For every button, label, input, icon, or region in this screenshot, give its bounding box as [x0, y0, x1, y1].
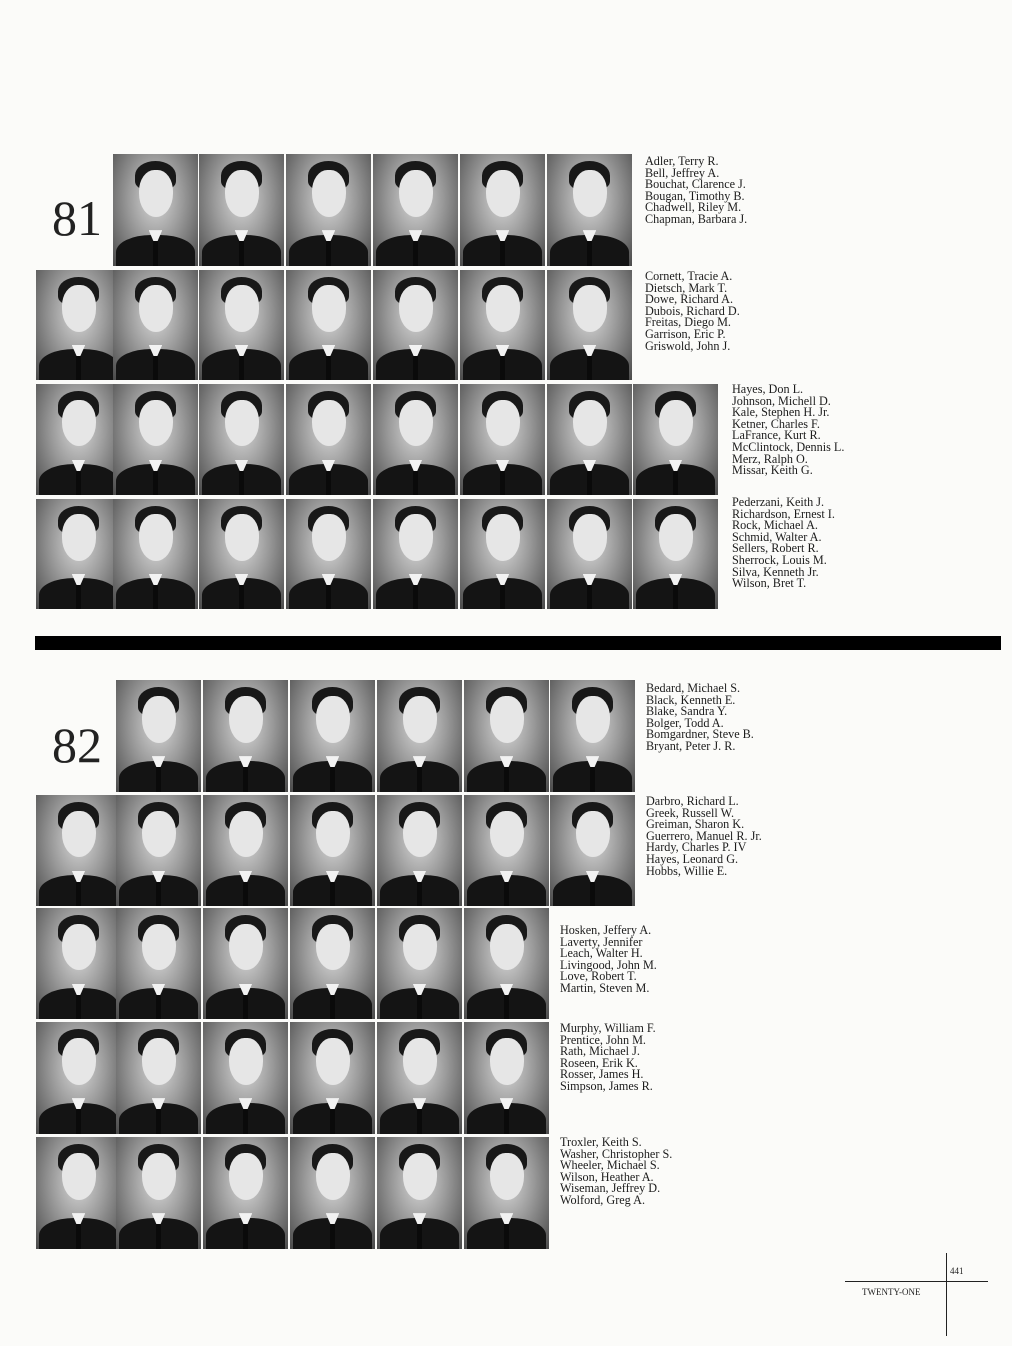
portrait-tie — [76, 585, 80, 609]
portrait-face — [659, 400, 693, 447]
portrait-photo — [373, 384, 458, 495]
portrait-photo — [203, 908, 288, 1019]
portrait-face — [399, 514, 433, 560]
student-name: Simpson, James R. — [560, 1078, 653, 1093]
student-name: Sellers, Robert R. — [732, 541, 819, 556]
student-name: Wheeler, Michael S. — [560, 1158, 660, 1173]
name-list — [645, 156, 747, 226]
portrait-face — [573, 170, 607, 217]
portrait-tie — [243, 1224, 247, 1249]
portrait-photo — [203, 1022, 288, 1134]
portrait-face — [139, 400, 173, 447]
portrait-face — [229, 696, 263, 743]
portrait-tie — [590, 767, 594, 792]
portrait-tie — [153, 585, 157, 609]
portrait-tie — [504, 767, 508, 792]
portrait-face — [225, 170, 259, 217]
student-name: Merz, Ralph O. — [732, 451, 808, 466]
portrait-tie — [330, 767, 334, 792]
student-name: Hosken, Jeffery A. — [560, 923, 652, 937]
name-list — [560, 925, 657, 995]
portrait-tie — [243, 882, 247, 906]
student-name: Wilson, Bret T. — [732, 576, 807, 591]
portrait-photo — [290, 680, 375, 792]
portrait-photo — [550, 680, 635, 792]
portrait-tie — [587, 356, 591, 380]
name-list — [646, 683, 754, 753]
portrait-photo — [547, 154, 632, 266]
portrait-tie — [417, 995, 421, 1019]
portrait-face — [316, 1038, 350, 1085]
portrait-face — [486, 285, 520, 331]
portrait-face — [486, 514, 520, 560]
portrait-face — [139, 170, 173, 217]
student-name: Bouchat, Clarence J. — [645, 177, 746, 192]
name-list — [646, 796, 762, 877]
student-name: Wolford, Greg A. — [560, 1192, 645, 1207]
portrait-face — [403, 696, 437, 743]
portrait-photo — [464, 680, 549, 792]
portrait-face — [403, 1153, 437, 1200]
portrait-tie — [500, 471, 504, 495]
portrait-face — [486, 170, 520, 217]
portrait-tie — [504, 1224, 508, 1249]
student-name: Hobbs, Willie E. — [646, 863, 728, 878]
portrait-tie — [417, 767, 421, 792]
portrait-face — [399, 285, 433, 331]
portrait-face — [142, 1038, 176, 1085]
portrait-tie — [76, 1224, 80, 1249]
portrait-photo — [460, 154, 545, 266]
name-list — [560, 1137, 672, 1207]
portrait-tie — [330, 1224, 334, 1249]
portrait-photo — [373, 154, 458, 266]
portrait-tie — [413, 241, 417, 266]
student-name: Livingood, John M. — [560, 957, 657, 972]
portrait-face — [62, 514, 96, 560]
portrait-face — [312, 285, 346, 331]
portrait-photo — [464, 795, 549, 906]
portrait-photo — [377, 795, 462, 906]
portrait-tie — [413, 471, 417, 495]
student-name: Freitas, Diego M. — [645, 315, 731, 330]
portrait-face — [316, 924, 350, 971]
portrait-photo — [550, 795, 635, 906]
name-list — [732, 384, 844, 477]
portrait-tie — [590, 882, 594, 906]
portrait-photo — [116, 795, 201, 906]
portrait-face — [229, 924, 263, 971]
portrait-face — [573, 514, 607, 560]
student-name: Greek, Russell W. — [646, 805, 735, 820]
name-list — [645, 271, 740, 352]
portrait-face — [490, 924, 524, 971]
portrait-tie — [76, 882, 80, 906]
portrait-face — [312, 400, 346, 447]
portrait-face — [142, 1153, 176, 1200]
portrait-tie — [330, 995, 334, 1019]
portrait-tie — [417, 1109, 421, 1134]
student-name: Ketner, Charles F. — [732, 416, 820, 431]
student-name: Bolger, Todd A. — [646, 715, 724, 730]
section-number: 81 — [52, 190, 102, 246]
portrait-photo — [377, 1022, 462, 1134]
portrait-photo — [290, 1022, 375, 1134]
folio-rule-vertical — [946, 1253, 947, 1336]
student-name: Schmid, Walter A. — [732, 529, 822, 544]
student-name: Bryant, Peter J. R. — [646, 738, 736, 753]
portrait-photo — [199, 499, 284, 609]
portrait-face — [573, 285, 607, 331]
student-name: Adler, Terry R. — [645, 154, 719, 168]
portrait-photo — [377, 680, 462, 792]
portrait-photo — [113, 270, 198, 380]
portrait-photo — [286, 154, 371, 266]
student-name: Bell, Jeffrey A. — [645, 165, 720, 180]
portrait-face — [403, 1038, 437, 1085]
portrait-face — [316, 696, 350, 743]
student-name: Richardson, Ernest I. — [732, 506, 835, 521]
portrait-face — [142, 811, 176, 858]
student-name: Cornett, Tracie A. — [645, 269, 733, 283]
portrait-face — [490, 811, 524, 858]
portrait-tie — [504, 1109, 508, 1134]
portrait-face — [62, 1153, 96, 1200]
portrait-tie — [76, 356, 80, 380]
portrait-tie — [243, 995, 247, 1019]
portrait-tie — [587, 241, 591, 266]
portrait-face — [316, 811, 350, 858]
portrait-photo — [633, 384, 718, 495]
portrait-face — [576, 811, 610, 858]
portrait-face — [403, 924, 437, 971]
section-divider-bar — [35, 636, 1001, 650]
student-name: Dietsch, Mark T. — [645, 280, 728, 295]
student-name: Dowe, Richard A. — [645, 292, 734, 307]
portrait-photo — [113, 384, 198, 495]
student-name: Hayes, Don L. — [732, 382, 804, 396]
student-name: Rath, Michael J. — [560, 1044, 640, 1059]
student-name: Black, Kenneth E. — [646, 692, 736, 707]
portrait-tie — [156, 1224, 160, 1249]
portrait-tie — [153, 471, 157, 495]
portrait-photo — [203, 795, 288, 906]
portrait-photo — [290, 1137, 375, 1249]
student-name: Murphy, William F. — [560, 1021, 656, 1035]
portrait-tie — [156, 882, 160, 906]
portrait-tie — [673, 471, 677, 495]
portrait-tie — [417, 1224, 421, 1249]
portrait-photo — [36, 1137, 121, 1249]
portrait-photo — [464, 1137, 549, 1249]
student-name: Sherrock, Louis M. — [732, 552, 827, 567]
portrait-photo — [464, 908, 549, 1019]
portrait-tie — [156, 995, 160, 1019]
portrait-photo — [116, 680, 201, 792]
student-name: Darbro, Richard L. — [646, 794, 739, 808]
portrait-tie — [587, 471, 591, 495]
student-name: Blake, Sandra Y. — [646, 704, 728, 719]
portrait-photo — [199, 270, 284, 380]
name-list — [732, 497, 835, 590]
student-name: Troxler, Keith S. — [560, 1135, 642, 1149]
portrait-face — [142, 696, 176, 743]
portrait-face — [62, 400, 96, 447]
portrait-face — [62, 924, 96, 971]
portrait-photo — [373, 270, 458, 380]
student-name: Bomgardner, Steve B. — [646, 727, 754, 742]
portrait-photo — [36, 384, 121, 495]
portrait-photo — [464, 1022, 549, 1134]
portrait-photo — [286, 384, 371, 495]
portrait-face — [490, 1153, 524, 1200]
portrait-photo — [113, 499, 198, 609]
portrait-tie — [500, 356, 504, 380]
section-label: TWENTY-ONE — [862, 1287, 921, 1297]
portrait-tie — [500, 241, 504, 266]
portrait-tie — [587, 585, 591, 609]
portrait-tie — [239, 471, 243, 495]
portrait-face — [225, 285, 259, 331]
student-name: Roseen, Erik K. — [560, 1055, 638, 1070]
portrait-photo — [373, 499, 458, 609]
student-name: Greiman, Sharon K. — [646, 817, 745, 832]
portrait-face — [486, 400, 520, 447]
student-name: Wiseman, Jeffrey D. — [560, 1181, 661, 1196]
portrait-tie — [156, 767, 160, 792]
student-name: Wilson, Heather A. — [560, 1169, 654, 1184]
portrait-photo — [460, 384, 545, 495]
portrait-photo — [199, 384, 284, 495]
student-name: Laverty, Jennifer — [560, 934, 643, 949]
student-name: LaFrance, Kurt R. — [732, 428, 821, 443]
portrait-photo — [290, 908, 375, 1019]
student-name: Bougan, Timothy B. — [645, 188, 745, 203]
portrait-tie — [243, 767, 247, 792]
portrait-tie — [417, 882, 421, 906]
student-name: McClintock, Dennis L. — [732, 439, 845, 454]
portrait-photo — [547, 384, 632, 495]
portrait-tie — [500, 585, 504, 609]
portrait-photo — [460, 499, 545, 609]
portrait-photo — [116, 908, 201, 1019]
portrait-face — [62, 285, 96, 331]
portrait-tie — [239, 585, 243, 609]
portrait-tie — [326, 585, 330, 609]
portrait-face — [225, 400, 259, 447]
portrait-photo — [36, 499, 121, 609]
student-name: Guerrero, Manuel R. Jr. — [646, 828, 762, 843]
name-list — [560, 1023, 656, 1093]
portrait-tie — [673, 585, 677, 609]
student-name: Love, Robert T. — [560, 969, 637, 984]
section-number: 82 — [52, 717, 102, 773]
portrait-face — [573, 400, 607, 447]
portrait-photo — [460, 270, 545, 380]
portrait-photo — [36, 1022, 121, 1134]
folio-rule-horizontal — [845, 1281, 988, 1282]
portrait-tie — [243, 1109, 247, 1134]
portrait-photo — [116, 1022, 201, 1134]
portrait-face — [139, 514, 173, 560]
portrait-face — [229, 811, 263, 858]
portrait-tie — [153, 241, 157, 266]
portrait-photo — [36, 795, 121, 906]
portrait-face — [225, 514, 259, 560]
student-name: Dubois, Richard D. — [645, 303, 740, 318]
student-name: Johnson, Michell D. — [732, 393, 831, 408]
portrait-tie — [153, 356, 157, 380]
portrait-face — [142, 924, 176, 971]
student-name: Chapman, Barbara J. — [645, 211, 748, 226]
portrait-tie — [156, 1109, 160, 1134]
student-name: Bedard, Michael S. — [646, 681, 741, 695]
student-name: Washer, Christopher S. — [560, 1146, 673, 1161]
portrait-tie — [239, 356, 243, 380]
student-name: Hardy, Charles P. IV — [646, 840, 747, 855]
portrait-face — [229, 1153, 263, 1200]
student-name: Chadwell, Riley M. — [645, 200, 742, 215]
portrait-face — [490, 696, 524, 743]
portrait-photo — [36, 908, 121, 1019]
portrait-face — [659, 514, 693, 560]
portrait-face — [229, 1038, 263, 1085]
student-name: Pederzani, Keith J. — [732, 495, 825, 509]
portrait-face — [139, 285, 173, 331]
student-name: Silva, Kenneth Jr. — [732, 564, 819, 579]
portrait-tie — [239, 241, 243, 266]
portrait-tie — [504, 995, 508, 1019]
student-name: Griswold, John J. — [645, 338, 731, 353]
portrait-face — [490, 1038, 524, 1085]
portrait-tie — [326, 241, 330, 266]
student-name: Rock, Michael A. — [732, 518, 818, 533]
portrait-face — [576, 696, 610, 743]
portrait-photo — [377, 1137, 462, 1249]
student-name: Rosser, James H. — [560, 1067, 644, 1082]
portrait-face — [312, 170, 346, 217]
portrait-face — [62, 811, 96, 858]
portrait-face — [399, 170, 433, 217]
portrait-tie — [76, 471, 80, 495]
page-number: 441 — [950, 1266, 964, 1276]
portrait-face — [312, 514, 346, 560]
portrait-photo — [290, 795, 375, 906]
portrait-tie — [330, 882, 334, 906]
student-name: Missar, Keith G. — [732, 463, 813, 478]
portrait-tie — [326, 471, 330, 495]
portrait-photo — [203, 1137, 288, 1249]
portrait-tie — [76, 995, 80, 1019]
student-name: Kale, Stephen H. Jr. — [732, 405, 830, 420]
portrait-photo — [199, 154, 284, 266]
portrait-tie — [504, 882, 508, 906]
portrait-tie — [413, 585, 417, 609]
student-name: Prentice, John M. — [560, 1032, 646, 1047]
student-name: Leach, Walter H. — [560, 946, 643, 961]
portrait-photo — [286, 499, 371, 609]
portrait-tie — [76, 1109, 80, 1134]
student-name: Hayes, Leonard G. — [646, 851, 739, 866]
portrait-tie — [330, 1109, 334, 1134]
portrait-photo — [377, 908, 462, 1019]
student-name: Martin, Steven M. — [560, 980, 650, 995]
portrait-photo — [203, 680, 288, 792]
portrait-photo — [547, 270, 632, 380]
portrait-photo — [547, 499, 632, 609]
student-name: Garrison, Eric P. — [645, 326, 726, 341]
portrait-photo — [36, 270, 121, 380]
portrait-tie — [413, 356, 417, 380]
portrait-tie — [326, 356, 330, 380]
portrait-photo — [286, 270, 371, 380]
portrait-face — [399, 400, 433, 447]
portrait-face — [316, 1153, 350, 1200]
portrait-face — [403, 811, 437, 858]
portrait-photo — [113, 154, 198, 266]
portrait-face — [62, 1038, 96, 1085]
portrait-photo — [633, 499, 718, 609]
portrait-photo — [116, 1137, 201, 1249]
